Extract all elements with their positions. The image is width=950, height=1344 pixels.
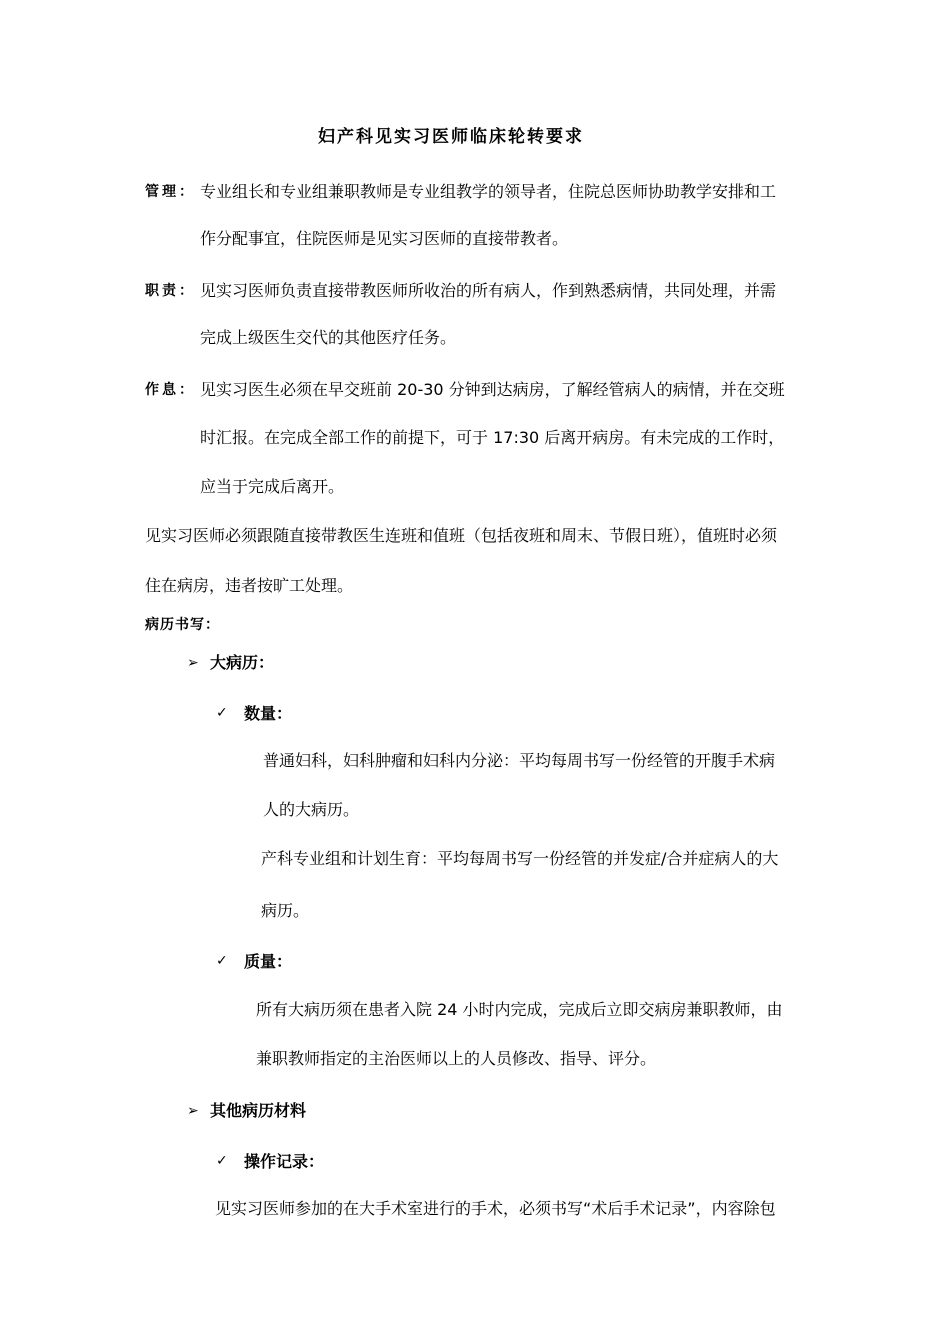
quality-line-2: 兼职教师指定的主治医师以上的人员修改、指导、评分。 [256,1049,657,1068]
operation-record-line-1: 见实习医师参加的在大手术室进行的手术，必须书写“术后手术记录”，内容除包 [215,1199,776,1218]
schedule-label: 作息： [145,382,196,398]
duty-line-1: 见实习医师负责直接带教医师所收治的所有病人，作到熟悉病情，共同处理，并需 [200,281,777,300]
quantity-para-2-line-2: 病历。 [261,901,310,920]
arrow-bullet-icon: ➢ [187,1103,199,1119]
management-label: 管理： [145,184,196,200]
management-line-1: 专业组长和专业组兼职教师是专业组教学的领导者，住院总医师协助教学安排和工 [200,182,777,201]
check-bullet-icon: ✓ [216,953,228,969]
schedule-line-2: 时汇报。在完成全部工作的前提下，可于 17:30 后离开病房。有未完成的工作时， [200,428,785,447]
quantity-para-1-line-1: 普通妇科，妇科肿瘤和妇科内分泌：平均每周书写一份经管的开腹手术病 [263,751,776,770]
quantity-para-1-line-2: 人的大病历。 [263,800,360,819]
check-bullet-icon: ✓ [216,705,228,721]
operation-record-heading: 操作记录： [244,1152,325,1171]
quantity-heading: 数量： [244,704,293,723]
schedule-line-3: 应当于完成后离开。 [200,477,345,496]
management-line-2: 作分配事宜，住院医师是见实习医师的直接带教者。 [200,229,569,248]
duty-label: 职责： [145,283,196,299]
shift-line-2: 住在病房，违者按旷工处理。 [145,576,354,595]
records-label: 病历书写： [145,617,220,633]
quantity-para-2-line-1: 产科专业组和计划生育：平均每周书写一份经管的并发症/合并症病人的大 [261,849,779,868]
major-record-heading: 大病历： [210,653,275,672]
shift-line-1: 见实习医师必须跟随直接带教医生连班和值班（包括夜班和周末、节假日班），值班时必须 [145,526,778,545]
duty-line-2: 完成上级医生交代的其他医疗任务。 [200,328,457,347]
other-records-heading: 其他病历材料 [210,1101,307,1120]
schedule-line-1: 见实习医生必须在早交班前 20-30 分钟到达病房，了解经管病人的病情，并在交班 [200,380,785,399]
check-bullet-icon: ✓ [216,1153,228,1169]
quality-line-1: 所有大病历须在患者入院 24 小时内完成，完成后立即交病房兼职教师，由 [256,1000,783,1019]
arrow-bullet-icon: ➢ [187,655,199,671]
quality-heading: 质量： [244,952,293,971]
document-title: 妇产科见实习医师临床轮转要求 [318,127,584,147]
